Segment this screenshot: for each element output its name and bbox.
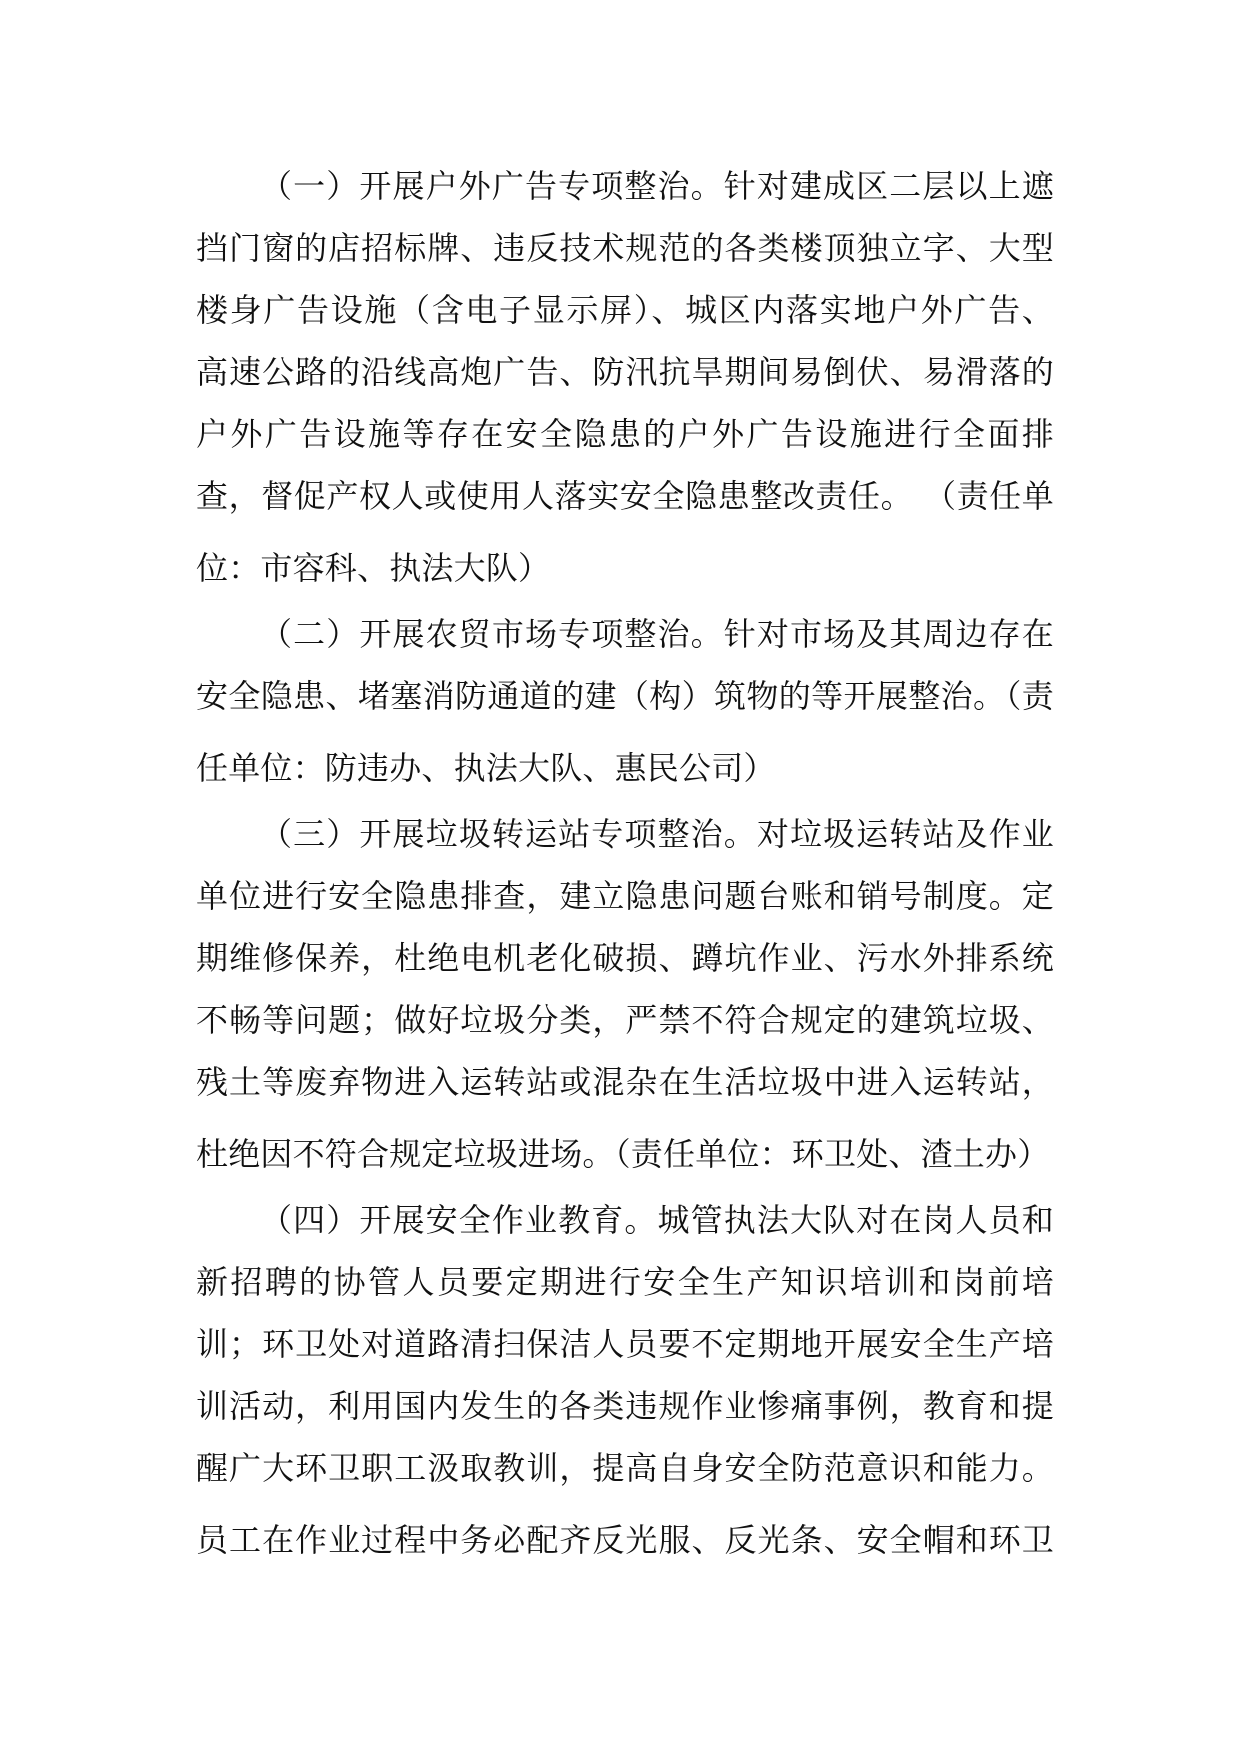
paragraph-line: 任单位：防违办、执法大队、惠民公司）	[196, 749, 776, 787]
paragraph-line: 训；环卫处对道路清扫保洁人员要不定期地开展安全生产培	[196, 1325, 1054, 1363]
paragraph-line: 新招聘的协管人员要定期进行安全生产知识培训和岗前培	[196, 1263, 1054, 1301]
paragraph-safety-education	[196, 1189, 1054, 1571]
paragraph-line: 醒广大环卫职工汲取教训，提高自身安全防范意识和能力。	[196, 1449, 1054, 1487]
paragraph-line: 单位进行安全隐患排查，建立隐患问题台账和销号制度。定	[196, 877, 1054, 915]
paragraph-line: （一）开展户外广告专项整治。针对建成区二层以上遮	[260, 167, 1054, 205]
paragraph-line: 楼身广告设施（含电子显示屏）、城区内落实地户外广告、	[196, 291, 1054, 329]
paragraph-garbage-station	[196, 803, 1054, 1185]
paragraph-line: 员工在作业过程中务必配齐反光服、反光条、安全帽和环卫	[196, 1521, 1054, 1559]
paragraph-line: （三）开展垃圾转运站专项整治。对垃圾运转站及作业	[260, 815, 1054, 853]
paragraph-line: 高速公路的沿线高炮广告、防汛抗旱期间易倒伏、易滑落的	[196, 353, 1054, 391]
paragraph-line: 挡门窗的店招标牌、违反技术规范的各类楼顶独立字、大型	[196, 229, 1054, 267]
paragraph-line: 残土等废弃物进入运转站或混杂在生活垃圾中进入运转站，	[196, 1063, 1054, 1101]
paragraph-line: 训活动，利用国内发生的各类违规作业惨痛事例，教育和提	[196, 1387, 1054, 1425]
paragraph-line: 不畅等问题；做好垃圾分类，严禁不符合规定的建筑垃圾、	[196, 1001, 1054, 1039]
paragraph-farm-market	[196, 603, 1054, 799]
paragraph-line: 查，督促产权人或使用人落实安全隐患整改责任。 （责任单	[196, 477, 1054, 515]
paragraph-outdoor-ads	[196, 155, 1054, 599]
paragraph-line: 安全隐患、堵塞消防通道的建（构）筑物的等开展整治。（责	[196, 677, 1054, 715]
paragraph-line: （四）开展安全作业教育。城管执法大队对在岗人员和	[260, 1201, 1054, 1239]
paragraph-line: 位：市容科、执法大队）	[196, 549, 551, 587]
paragraph-line: 期维修保养，杜绝电机老化破损、蹲坑作业、污水外排系统	[196, 939, 1054, 977]
paragraph-line: （二）开展农贸市场专项整治。针对市场及其周边存在	[260, 615, 1054, 653]
paragraph-line: 户外广告设施等存在安全隐患的户外广告设施进行全面排	[196, 415, 1054, 453]
paragraph-line: 杜绝因不符合规定垃圾进场。（责任单位：环卫处、渣土办）	[196, 1135, 1050, 1173]
document-body	[196, 155, 1054, 1571]
